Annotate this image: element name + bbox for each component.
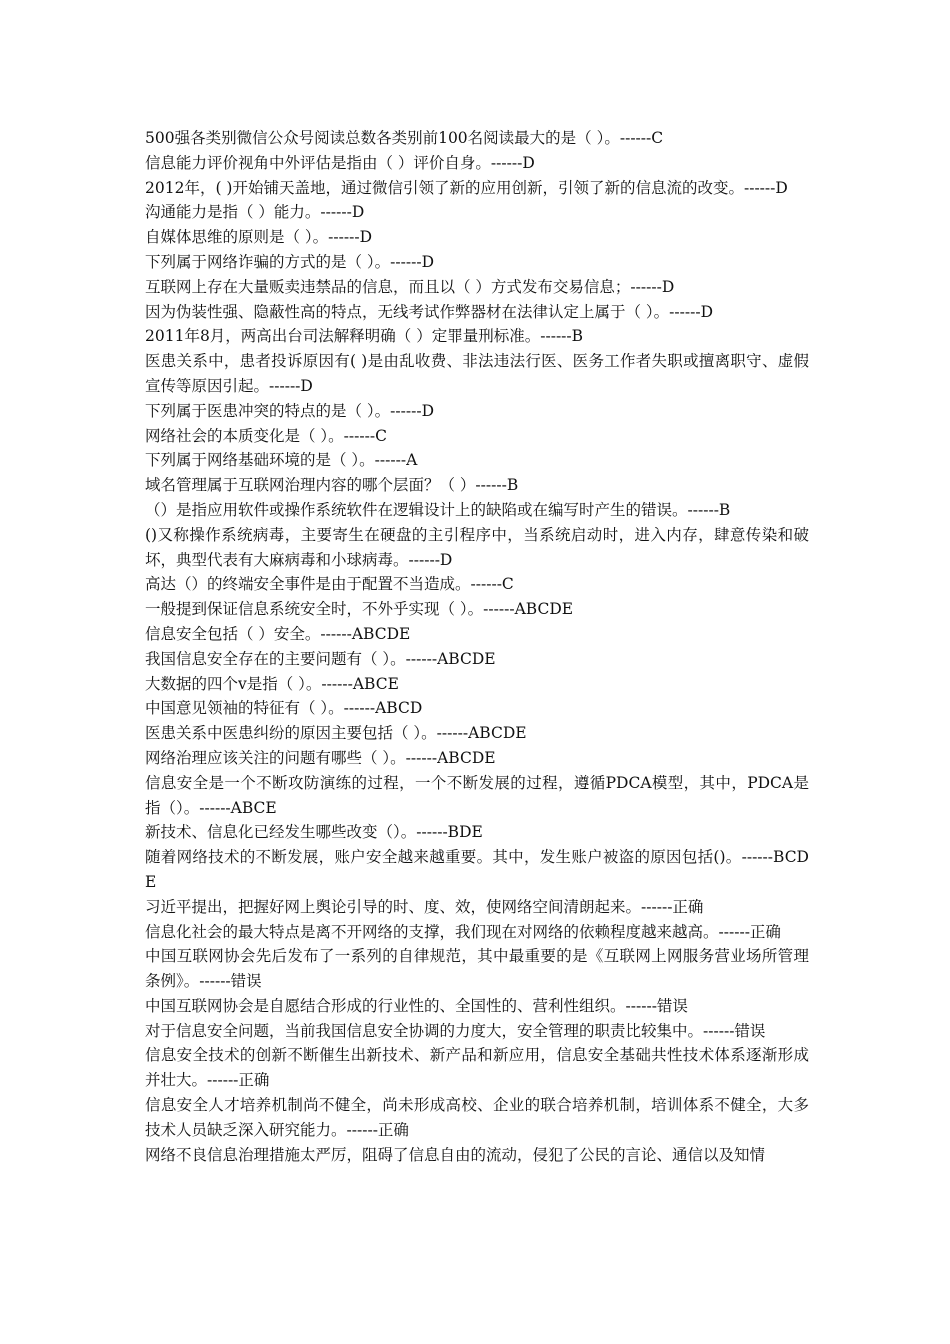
question-line-14: 域名管理属于互联网治理内容的哪个层面？（ ）------B	[145, 476, 519, 495]
question-line-19: 信息安全包括（ ）安全。------ABCDE	[145, 624, 411, 643]
question-line-25: 信息安全是一个不断攻防演练的过程，一个不断发展的过程，遵循PDCA模型，其中，PDCA是指（）。------ABCE	[145, 773, 809, 817]
question-line-10: 医患关系中，患者投诉原因有( )是由乱收费、非法违法行医、医务工作者失职或擅离职守、虚假宣传等原因引起。------D	[145, 352, 809, 395]
question-line-18: 一般提到保证信息系统安全时，不外乎实现（ ）。------ABCDE	[145, 600, 574, 619]
question-line-12: 网络社会的本质变化是（ ）。------C	[145, 426, 387, 445]
question-line-29: 信息化社会的最大特点是离不开网络的支撑，我们现在对网络的依赖程度越来越高。------正确	[145, 922, 781, 941]
question-line-35: 网络不良信息治理措施太严厉，阻碍了信息自由的流动，侵犯了公民的言论、通信以及知情	[145, 1145, 766, 1164]
question-line-11: 下列属于医患冲突的特点的是（ ）。------D	[145, 401, 435, 420]
question-line-33: 信息安全技术的创新不断催生出新技术、新产品和新应用，信息安全基础共性技术体系逐渐形成并壮大。------正确	[145, 1046, 809, 1090]
question-line-2: 信息能力评价视角中外评估是指由（ ）评价自身。------D	[145, 153, 535, 172]
question-line-31: 中国互联网协会是自愿结合形成的行业性的、全国性的、营利性组织。------错误	[145, 996, 688, 1015]
question-line-26: 新技术、信息化已经发生哪些改变（）。------BDE	[145, 823, 483, 842]
question-line-27: 随着网络技术的不断发展，账户安全越来越重要。其中，发生账户被盗的原因包括()。------BCDE	[145, 848, 809, 891]
question-line-24: 网络治理应该关注的问题有哪些（ ）。------ABCDE	[145, 748, 496, 767]
question-line-15: （）是指应用软件或操作系统软件在逻辑设计上的缺陷或在编写时产生的错误。------B	[145, 500, 731, 519]
question-line-34: 信息安全人才培养机制尚不健全，尚未形成高校、企业的联合培养机制，培训体系不健全，大多技术人员缺乏深入研究能力。------正确	[145, 1096, 809, 1139]
question-line-1: 500强各类别微信公众号阅读总数各类别前100名阅读最大的是（ ）。------C	[145, 129, 664, 147]
question-line-7: 互联网上存在大量贩卖违禁品的信息，而且以（ ）方式发布交易信息；------D	[145, 277, 675, 296]
question-line-23: 医患关系中医患纠纷的原因主要包括（ ）。------ABCDE	[145, 724, 527, 743]
question-line-22: 中国意见领袖的特征有（ ）。------ABCD	[145, 699, 423, 718]
question-line-6: 下列属于网络诈骗的方式的是（ ）。------D	[145, 252, 435, 271]
question-line-9: 2011年8月，两高出台司法解释明确（ ）定罪量刑标准。------B	[145, 327, 584, 346]
question-line-13: 下列属于网络基础环境的是（ ）。------A	[145, 451, 418, 470]
question-line-17: 高达（）的终端安全事件是由于配置不当造成。------C	[145, 575, 514, 594]
question-line-32: 对于信息安全问题，当前我国信息安全协调的力度大，安全管理的职责比较集中。------错误	[145, 1021, 766, 1040]
question-line-4: 沟通能力是指（ ）能力。------D	[145, 203, 365, 222]
question-line-5: 自媒体思维的原则是（ ）。------D	[145, 228, 373, 247]
question-line-28: 习近平提出，把握好网上舆论引导的时、度、效，使网络空间清朗起来。------正确	[145, 897, 704, 916]
question-line-16: ()又称操作系统病毒，主要寄生在硬盘的主引程序中，当系统启动时，进入内存，肆意传染和破坏，典型代表有大麻病毒和小球病毒。------D	[145, 525, 809, 569]
question-line-3: 2012年，( )开始铺天盖地，通过微信引领了新的应用创新，引领了新的信息流的改变。------D	[145, 178, 788, 197]
question-line-30: 中国互联网协会先后发布了一系列的自律规范，其中最重要的是《互联网上网服务营业场所管理条例》。------错误	[145, 947, 809, 991]
question-line-20: 我国信息安全存在的主要问题有（ ）。------ABCDE	[145, 649, 496, 668]
question-line-21: 大数据的四个v是指（ ）。------ABCE	[145, 674, 399, 693]
question-list	[145, 126, 809, 1167]
question-line-8: 因为伪装性强、隐蔽性高的特点，无线考试作弊器材在法律认定上属于（ ）。------D	[145, 302, 714, 321]
